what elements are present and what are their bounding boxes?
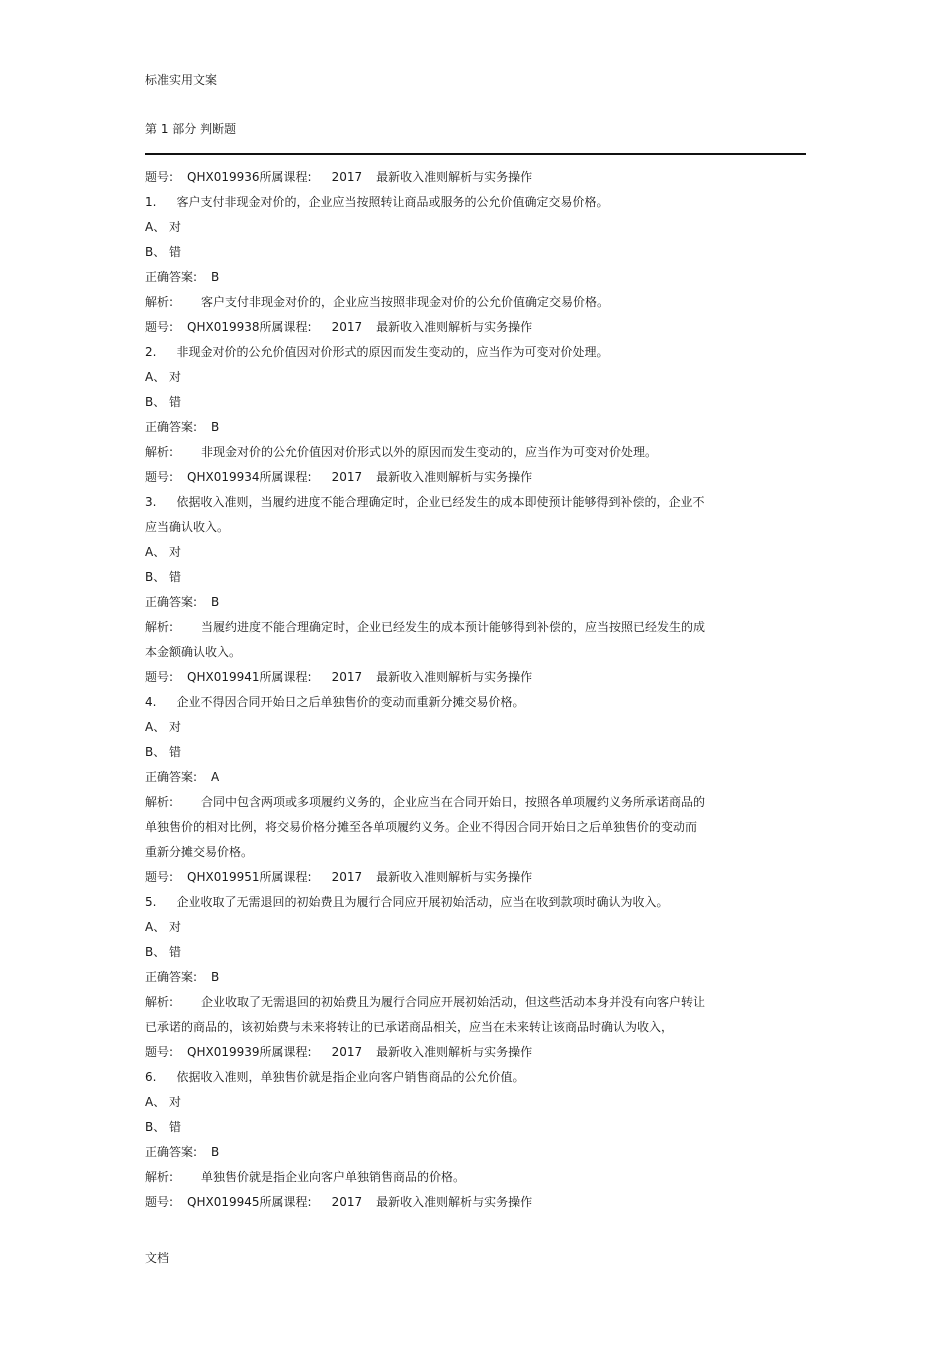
analysis-line — [145, 443, 765, 468]
analysis-text: 重新分摊交易价格。 — [145, 845, 254, 859]
analysis-line — [145, 1168, 765, 1193]
option-label: B、 错 — [145, 945, 182, 959]
qid-label: 题号: — [145, 1195, 174, 1209]
option-a — [145, 918, 765, 943]
option-b — [145, 393, 765, 418]
question-stem: 依据收入准则，当履约进度不能合理确定时，企业已经发生的成本即使预计能够得到补偿的，企业不 — [176, 495, 705, 509]
question-text — [145, 343, 765, 368]
answer-label: 正确答案: — [145, 970, 198, 984]
question-meta — [145, 318, 765, 343]
course-name: 最新收入准则解析与实务操作 — [376, 470, 533, 484]
option-b — [145, 1118, 765, 1143]
option-label: B、 错 — [145, 245, 182, 259]
answer-line — [145, 968, 765, 993]
course-year: 2017 — [331, 470, 363, 484]
answer-line — [145, 593, 765, 618]
answer-label: 正确答案: — [145, 595, 198, 609]
option-a — [145, 368, 765, 393]
question-number: 6. — [145, 1070, 157, 1084]
course-name: 最新收入准则解析与实务操作 — [376, 1045, 533, 1059]
question-text — [145, 193, 765, 218]
answer-value: B — [211, 970, 220, 984]
answer-value: A — [211, 770, 220, 784]
course-year: 2017 — [331, 170, 363, 184]
option-b — [145, 243, 765, 268]
qid-label: 题号: — [145, 1045, 174, 1059]
answer-line — [145, 768, 765, 793]
qid-value: QHX019936 — [187, 170, 260, 184]
page-header: 标准实用文案 — [145, 73, 218, 87]
question-text — [145, 493, 765, 518]
question-meta — [145, 868, 765, 893]
answer-label: 正确答案: — [145, 770, 198, 784]
qid-label: 题号: — [145, 170, 174, 184]
analysis-text: 当履约进度不能合理确定时，企业已经发生的成本预计能够得到补偿的，应当按照已经发生的成 — [201, 620, 706, 634]
question-number: 5. — [145, 895, 157, 909]
question-number: 3. — [145, 495, 157, 509]
question-text — [145, 693, 765, 718]
qid-value: QHX019941 — [187, 670, 260, 684]
option-label: B、 错 — [145, 395, 182, 409]
course-year: 2017 — [331, 670, 363, 684]
analysis-text: 本金额确认收入。 — [145, 645, 242, 659]
analysis-text: 非现金对价的公允价值因对价形式以外的原因而发生变动的，应当作为可变对价处理。 — [201, 445, 658, 459]
analysis-label: 解析: — [145, 795, 174, 809]
course-year: 2017 — [331, 1195, 363, 1209]
answer-line — [145, 1143, 765, 1168]
option-b — [145, 568, 765, 593]
course-label: 所属课程: — [259, 320, 312, 334]
answer-value: B — [211, 1145, 220, 1159]
answer-label: 正确答案: — [145, 270, 198, 284]
section-title: 第 1 部分 判断题 — [145, 122, 237, 136]
course-name: 最新收入准则解析与实务操作 — [376, 870, 533, 884]
qid-label: 题号: — [145, 870, 174, 884]
answer-line — [145, 418, 765, 443]
option-label: B、 错 — [145, 1120, 182, 1134]
option-label: B、 错 — [145, 745, 182, 759]
course-name: 最新收入准则解析与实务操作 — [376, 670, 533, 684]
question-text — [145, 893, 765, 918]
option-label: A、 对 — [145, 370, 182, 384]
question-number: 1. — [145, 195, 157, 209]
qid-label: 题号: — [145, 670, 174, 684]
question-stem: 企业不得因合同开始日之后单独售价的变动而重新分摊交易价格。 — [176, 695, 525, 709]
analysis-line — [145, 993, 765, 1018]
qid-value: QHX019945 — [187, 1195, 260, 1209]
question-meta — [145, 468, 765, 493]
analysis-line-cont — [145, 843, 765, 868]
option-b — [145, 943, 765, 968]
analysis-line — [145, 793, 765, 818]
option-label: A、 对 — [145, 545, 182, 559]
question-stem: 客户支付非现金对价的，企业应当按照转让商品或服务的公允价值确定交易价格。 — [176, 195, 609, 209]
option-a — [145, 1093, 765, 1118]
qid-value: QHX019934 — [187, 470, 260, 484]
analysis-label: 解析: — [145, 620, 174, 634]
question-meta — [145, 1043, 765, 1068]
question-text-cont — [145, 518, 765, 543]
course-year: 2017 — [331, 870, 363, 884]
course-label: 所属课程: — [259, 870, 312, 884]
analysis-text: 合同中包含两项或多项履约义务的，企业应当在合同开始日，按照各单项履约义务所承诺商品的 — [201, 795, 706, 809]
option-label: A、 对 — [145, 220, 182, 234]
question-number: 2. — [145, 345, 157, 359]
option-a — [145, 543, 765, 568]
option-label: A、 对 — [145, 920, 182, 934]
course-label: 所属课程: — [259, 670, 312, 684]
option-a — [145, 718, 765, 743]
course-name: 最新收入准则解析与实务操作 — [376, 320, 533, 334]
qid-label: 题号: — [145, 320, 174, 334]
question-stem: 非现金对价的公允价值因对价形式的原因而发生变动的，应当作为可变对价处理。 — [176, 345, 609, 359]
question-stem: 企业收取了无需退回的初始费且为履行合同应开展初始活动，应当在收到款项时确认为收入。 — [176, 895, 669, 909]
course-label: 所属课程: — [259, 1195, 312, 1209]
course-name: 最新收入准则解析与实务操作 — [376, 170, 533, 184]
question-meta — [145, 668, 765, 693]
question-meta — [145, 168, 765, 193]
analysis-label: 解析: — [145, 1170, 174, 1184]
analysis-text: 已承诺的商品的，该初始费与未来将转让的已承诺商品相关，应当在未来转让该商品时确认为收入， — [145, 1020, 674, 1034]
analysis-label: 解析: — [145, 995, 174, 1009]
course-label: 所属课程: — [259, 470, 312, 484]
analysis-line-cont — [145, 818, 765, 843]
analysis-label: 解析: — [145, 295, 174, 309]
divider — [145, 153, 806, 155]
answer-line — [145, 268, 765, 293]
option-label: A、 对 — [145, 1095, 182, 1109]
question-list — [145, 168, 765, 1218]
qid-value: QHX019951 — [187, 870, 260, 884]
answer-label: 正确答案: — [145, 420, 198, 434]
analysis-text: 单独售价就是指企业向客户单独销售商品的价格。 — [201, 1170, 466, 1184]
question-stem: 依据收入准则，单独售价就是指企业向客户销售商品的公允价值。 — [176, 1070, 525, 1084]
analysis-text: 企业收取了无需退回的初始费且为履行合同应开展初始活动，但这些活动本身并没有向客户转让 — [201, 995, 706, 1009]
analysis-label: 解析: — [145, 445, 174, 459]
analysis-line-cont — [145, 643, 765, 668]
analysis-line — [145, 293, 765, 318]
answer-value: B — [211, 270, 220, 284]
course-label: 所属课程: — [259, 170, 312, 184]
analysis-line — [145, 618, 765, 643]
answer-label: 正确答案: — [145, 1145, 198, 1159]
course-name: 最新收入准则解析与实务操作 — [376, 1195, 533, 1209]
course-label: 所属课程: — [259, 1045, 312, 1059]
answer-value: B — [211, 420, 220, 434]
question-text — [145, 1068, 765, 1093]
option-label: A、 对 — [145, 720, 182, 734]
question-stem: 应当确认收入。 — [145, 520, 230, 534]
qid-value: QHX019938 — [187, 320, 260, 334]
page-footer: 文档 — [145, 1251, 170, 1265]
analysis-text: 单独售价的相对比例，将交易价格分摊至各单项履约义务。企业不得因合同开始日之后单独售价的变动而 — [145, 820, 698, 834]
qid-value: QHX019939 — [187, 1045, 260, 1059]
analysis-line-cont — [145, 1018, 765, 1043]
course-year: 2017 — [331, 1045, 363, 1059]
option-label: B、 错 — [145, 570, 182, 584]
answer-value: B — [211, 595, 220, 609]
course-year: 2017 — [331, 320, 363, 334]
option-b — [145, 743, 765, 768]
question-meta — [145, 1193, 765, 1218]
question-number: 4. — [145, 695, 157, 709]
option-a — [145, 218, 765, 243]
qid-label: 题号: — [145, 470, 174, 484]
analysis-text: 客户支付非现金对价的，企业应当按照非现金对价的公允价值确定交易价格。 — [201, 295, 610, 309]
